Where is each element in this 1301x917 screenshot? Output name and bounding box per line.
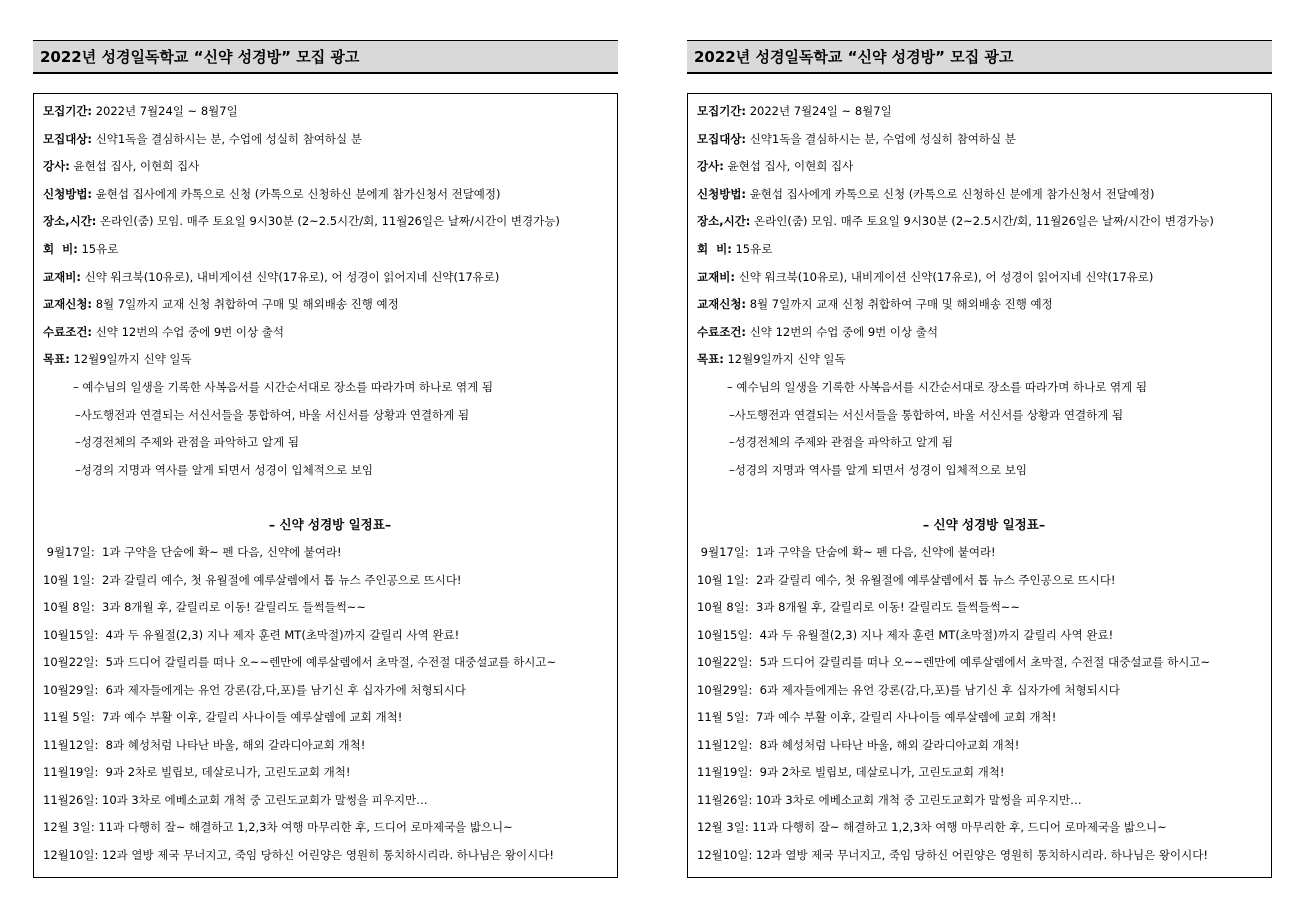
- goal-item: –사도행전과 연결되는 서신서들을 통합하여, 바울 서신서를 상황과 연결하게 됨: [729, 407, 1124, 422]
- info-row: 장소,시간: 온라인(줌) 모임. 매주 토요일 9시30분 (2~2.5시간/회, 11월26일은 날짜/시간이 변경가능): [697, 214, 1214, 229]
- info-row: 교재신청: 8월 7일까지 교재 신청 취합하여 구매 및 해외배송 진행 예정: [43, 297, 399, 312]
- schedule-item: 10월 8일: 3과 8개월 후, 갈릴리로 이동! 갈릴리도 들썩들썩~~: [43, 600, 367, 615]
- schedule-item: 10월22일: 5과 드디어 갈릴리를 떠나 오~~렌만에 예루살렘에서 초막절, 수전절 대중설교를 하시고~: [697, 655, 1211, 670]
- goal-item: –성경의 지명과 역사를 알게 되면서 성경이 입체적으로 보임: [729, 462, 1027, 477]
- schedule-item: 11월26일: 10과 3차로 에베소교회 개척 중 고린도교회가 말썽을 피우지만…: [43, 792, 428, 807]
- flyer-title: 2022년 성경일독학교 “신약 성경방” 모집 광고: [33, 40, 618, 74]
- schedule-item: 10월 1일: 2과 갈릴리 예수, 첫 유월절에 예루살렘에서 톱 뉴스 주인공으로 뜨시다!: [697, 572, 1116, 587]
- schedule-item: 11월19일: 9과 2차로 빌립보, 데살로니가, 고린도교회 개척!: [697, 765, 1005, 780]
- schedule-item: 11월19일: 9과 2차로 빌립보, 데살로니가, 고린도교회 개척!: [43, 765, 351, 780]
- schedule-item: 12월 3일: 11과 다행히 잘~ 해결하고 1,2,3차 여행 마무리한 후, 드디어 로마제국을 밟으니~: [697, 820, 1167, 835]
- schedule-title: – 신약 성경방 일정표–: [268, 517, 392, 533]
- info-row: 수료조건: 신약 12번의 수업 중에 9번 이상 출석: [697, 324, 939, 339]
- schedule-item: 10월15일: 4과 두 유월절(2,3) 지나 제자 훈련 MT(초막절)까지 갈릴리 사역 완료!: [43, 627, 460, 642]
- schedule-item: 10월29일: 6과 제자들에게는 유언 강론(감,다,포)를 남기신 후 십자가에 처형되시다: [697, 682, 1120, 697]
- schedule-item: 10월29일: 6과 제자들에게는 유언 강론(감,다,포)를 남기신 후 십자가에 처형되시다: [43, 682, 466, 697]
- info-row: 수료조건: 신약 12번의 수업 중에 9번 이상 출석: [43, 324, 285, 339]
- info-row: 강사: 윤현섭 집사, 이현희 집사: [697, 159, 854, 174]
- info-row: 모집기간: 2022년 7월24일 ~ 8월7일: [697, 104, 892, 118]
- flyer-body: [687, 93, 1272, 878]
- schedule-item: 12월10일: 12과 열방 제국 무너지고, 죽임 당하신 어린양은 영원히 통치하시리라. 하나님은 왕이시다!: [697, 847, 1208, 862]
- schedule-item: 9월17일: 1과 구약을 단숨에 확~ 펜 다음, 신약에 붙여라!: [43, 545, 342, 560]
- goal-item: –성경의 지명과 역사를 알게 되면서 성경이 입체적으로 보임: [75, 462, 373, 477]
- info-row: 교재비: 신약 워크북(10유로), 내비게이션 신약(17유로), 어 성경이 읽어지네 신약(17유로): [43, 269, 500, 284]
- schedule-item: 10월 8일: 3과 8개월 후, 갈릴리로 이동! 갈릴리도 들썩들썩~~: [697, 600, 1021, 615]
- schedule-item: 10월22일: 5과 드디어 갈릴리를 떠나 오~~렌만에 예루살렘에서 초막절, 수전절 대중설교를 하시고~: [43, 655, 557, 670]
- goal-item: –성경전체의 주제와 관점을 파악하고 알게 됨: [729, 435, 953, 450]
- goal-item: –성경전체의 주제와 관점을 파악하고 알게 됨: [75, 435, 299, 450]
- schedule-list: [43, 539, 617, 869]
- schedule-item: 12월 3일: 11과 다행히 잘~ 해결하고 1,2,3차 여행 마무리한 후, 드디어 로마제국을 밟으니~: [43, 820, 513, 835]
- info-row: 목표: 12월9일까지 신약 일독: [43, 352, 192, 367]
- schedule-title: – 신약 성경방 일정표–: [922, 517, 1046, 533]
- goal-item: – 예수님의 일생을 기록한 사복음서를 시간순서대로 장소를 따라가며 하나로 엮게 됨: [73, 379, 494, 394]
- info-row: 교재신청: 8월 7일까지 교재 신청 취합하여 구매 및 해외배송 진행 예정: [697, 297, 1053, 312]
- goal-item: – 예수님의 일생을 기록한 사복음서를 시간순서대로 장소를 따라가며 하나로 엮게 됨: [727, 379, 1148, 394]
- flyer-title: 2022년 성경일독학교 “신약 성경방” 모집 광고: [687, 40, 1272, 74]
- schedule-item: 11월12일: 8과 혜성처럼 나타난 바울, 해외 갈라디아교회 개척!: [43, 737, 366, 752]
- schedule-item: 11월12일: 8과 혜성처럼 나타난 바울, 해외 갈라디아교회 개척!: [697, 737, 1020, 752]
- schedule-item: 10월 1일: 2과 갈릴리 예수, 첫 유월절에 예루살렘에서 톱 뉴스 주인공으로 뜨시다!: [43, 572, 462, 587]
- flyer-right: [687, 40, 1272, 862]
- info-row: 신청방법: 윤현섭 집사에게 카톡으로 신청 (카톡으로 신청하신 분에게 참가신청서 전달예정): [43, 186, 501, 201]
- schedule-item: 11월26일: 10과 3차로 에베소교회 개척 중 고린도교회가 말썽을 피우지만…: [697, 792, 1082, 807]
- schedule-item: 9월17일: 1과 구약을 단숨에 확~ 펜 다음, 신약에 붙여라!: [697, 545, 996, 560]
- schedule-item: 10월15일: 4과 두 유월절(2,3) 지나 제자 훈련 MT(초막절)까지 갈릴리 사역 완료!: [697, 627, 1114, 642]
- info-row: 모집기간: 2022년 7월24일 ~ 8월7일: [43, 104, 238, 118]
- schedule-item: 11월 5일: 7과 예수 부활 이후, 갈릴리 사나이들 예루살렘에 교회 개척!: [43, 710, 403, 725]
- info-row: 모집대상: 신약1독을 결심하시는 분, 수업에 성실히 참여하실 분: [43, 131, 362, 146]
- flyer-body: [33, 93, 618, 878]
- info-row: 신청방법: 윤현섭 집사에게 카톡으로 신청 (카톡으로 신청하신 분에게 참가신청서 전달예정): [697, 186, 1155, 201]
- goal-item: –사도행전과 연결되는 서신서들을 통합하여, 바울 서신서를 상황과 연결하게 됨: [75, 407, 470, 422]
- info-row: 모집대상: 신약1독을 결심하시는 분, 수업에 성실히 참여하실 분: [697, 131, 1016, 146]
- info-row: 교재비: 신약 워크북(10유로), 내비게이션 신약(17유로), 어 성경이 읽어지네 신약(17유로): [697, 269, 1154, 284]
- info-row: 회 비: 15유로: [43, 241, 119, 256]
- info-row: 목표: 12월9일까지 신약 일독: [697, 352, 846, 367]
- info-row: 회 비: 15유로: [697, 241, 773, 256]
- schedule-item: 12월10일: 12과 열방 제국 무너지고, 죽임 당하신 어린양은 영원히 통치하시리라. 하나님은 왕이시다!: [43, 847, 554, 862]
- info-row: 강사: 윤현섭 집사, 이현희 집사: [43, 159, 200, 174]
- schedule-item: 11월 5일: 7과 예수 부활 이후, 갈릴리 사나이들 예루살렘에 교회 개척!: [697, 710, 1057, 725]
- schedule-list: [697, 539, 1271, 869]
- flyer-left: [33, 40, 618, 862]
- info-row: 장소,시간: 온라인(줌) 모임. 매주 토요일 9시30분 (2~2.5시간/회, 11월26일은 날짜/시간이 변경가능): [43, 214, 560, 229]
